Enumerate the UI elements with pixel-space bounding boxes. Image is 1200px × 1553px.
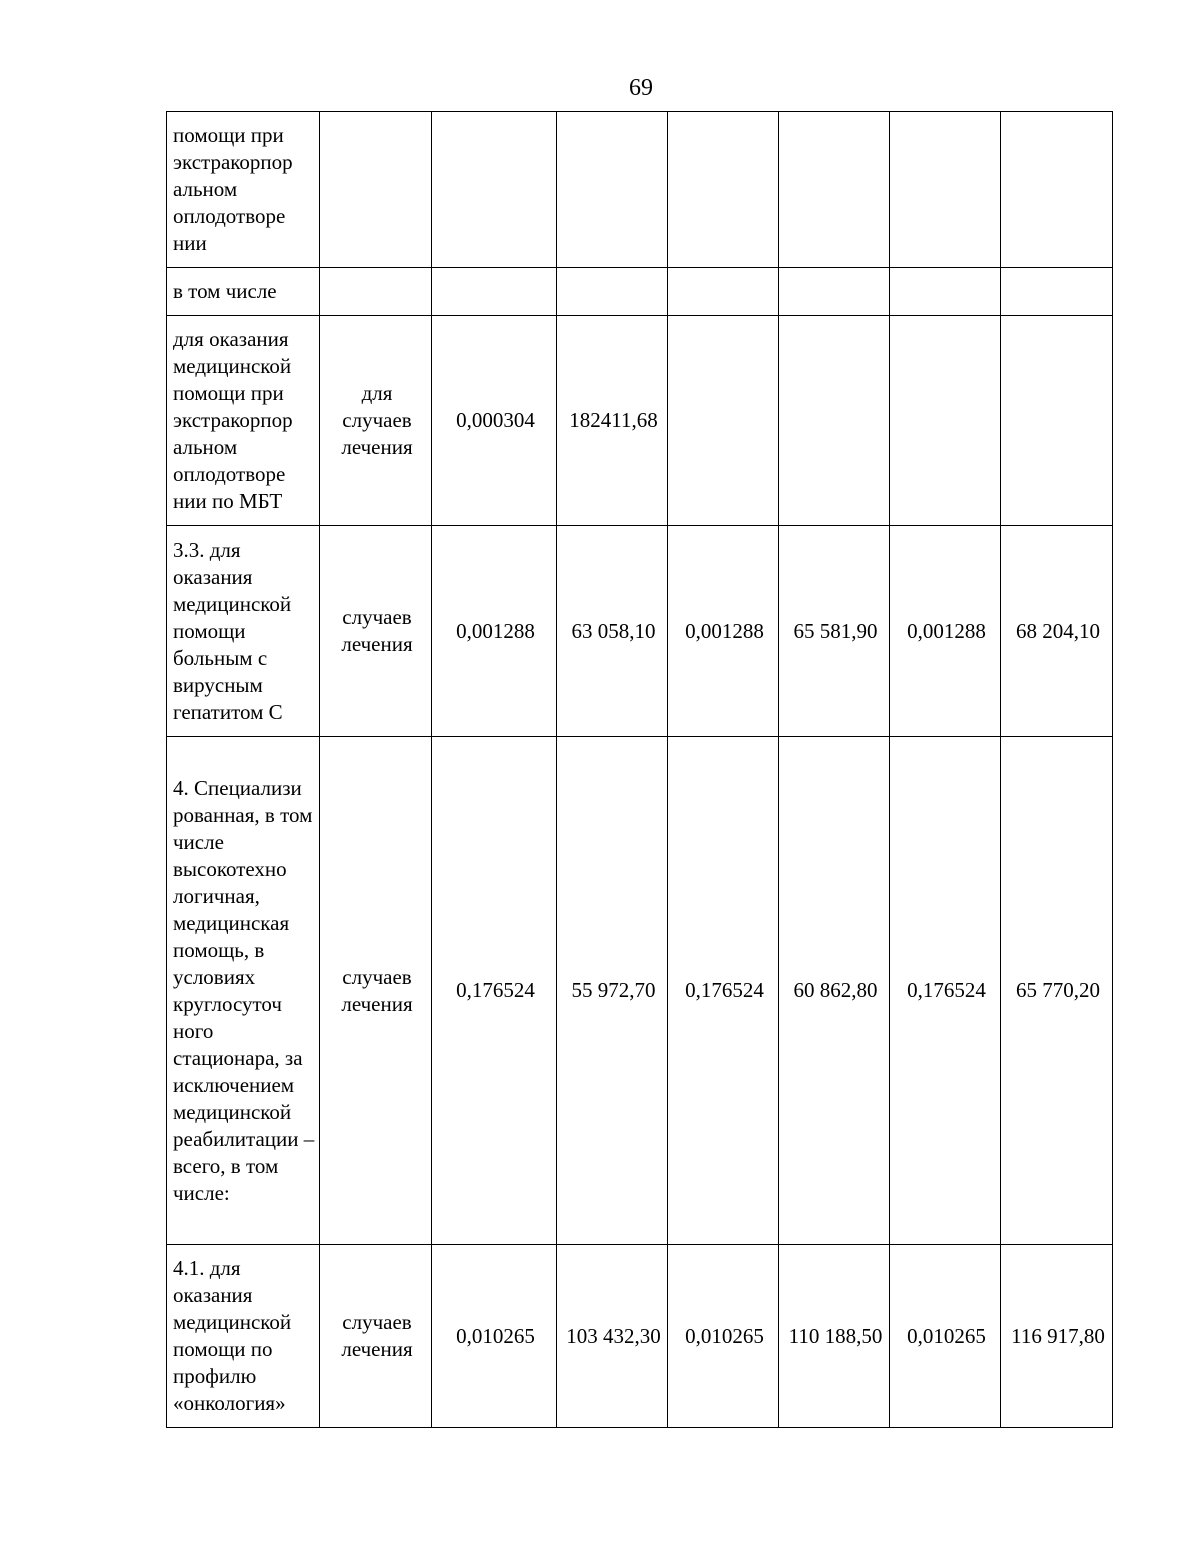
value-cell: 63 058,10 — [557, 526, 668, 737]
value-cell — [1001, 316, 1113, 526]
row-name: для оказания медицинской помощи при экстракорпор альном оплодотворе нии по МБТ — [173, 327, 293, 513]
value-cell — [668, 268, 779, 316]
value-cell — [432, 112, 557, 268]
row-name: 4.1. для оказания медицинской помощи по профилю «онкология» — [173, 1256, 292, 1415]
value-cell — [432, 268, 557, 316]
value-cell — [779, 112, 890, 268]
unit-cell: случаев лечения — [320, 526, 432, 737]
value-cell: 103 432,30 — [557, 1245, 668, 1428]
row-name-cell — [167, 1245, 320, 1428]
value-cell: 0,176524 — [668, 737, 779, 1245]
row-name-cell — [167, 268, 320, 316]
row-name: в том числе — [173, 279, 277, 303]
value-cell: 60 862,80 — [779, 737, 890, 1245]
row-name-cell — [167, 737, 320, 1245]
row-name-cell — [167, 112, 320, 268]
value-cell: 0,001288 — [432, 526, 557, 737]
value-cell: 0,010265 — [432, 1245, 557, 1428]
value-cell — [668, 316, 779, 526]
table-row — [167, 1245, 1113, 1428]
row-name: помощи при экстракорпор альном оплодотворе нии — [173, 123, 293, 255]
value-cell — [557, 112, 668, 268]
value-cell: 0,001288 — [890, 526, 1001, 737]
value-cell: 65 581,90 — [779, 526, 890, 737]
unit-cell: случаев лечения — [320, 1245, 432, 1428]
value-cell — [1001, 268, 1113, 316]
value-cell: 110 188,50 — [779, 1245, 890, 1428]
value-cell: 68 204,10 — [1001, 526, 1113, 737]
data-table — [166, 111, 1113, 1428]
value-cell — [890, 316, 1001, 526]
value-cell: 0,001288 — [668, 526, 779, 737]
value-cell: 0,176524 — [432, 737, 557, 1245]
value-cell — [890, 112, 1001, 268]
table-row — [167, 112, 1113, 268]
table-row — [167, 316, 1113, 526]
value-cell: 182411,68 — [557, 316, 668, 526]
row-name-cell — [167, 526, 320, 737]
value-cell: 0,010265 — [890, 1245, 1001, 1428]
value-cell: 65 770,20 — [1001, 737, 1113, 1245]
table-row — [167, 737, 1113, 1245]
value-cell: 0,010265 — [668, 1245, 779, 1428]
row-name: 4. Специализи рованная, в том числе высокотехно логичная, медицинская помощь, в условиях круглосуточ ного стационара, за исключением медицинской реабилитации – всего, в том числе: — [173, 775, 315, 1205]
value-cell — [779, 268, 890, 316]
value-cell — [779, 316, 890, 526]
table-row — [167, 526, 1113, 737]
value-cell: 0,176524 — [890, 737, 1001, 1245]
value-cell: 0,000304 — [432, 316, 557, 526]
row-name: 3.3. для оказания медицинской помощи больным с вирусным гепатитом С — [173, 537, 292, 724]
value-cell — [890, 268, 1001, 316]
unit-cell — [320, 268, 432, 316]
value-cell: 116 917,80 — [1001, 1245, 1113, 1428]
page-number: 69 — [629, 75, 653, 101]
value-cell — [668, 112, 779, 268]
unit-cell: для случаев лечения — [320, 316, 432, 526]
value-cell — [557, 268, 668, 316]
value-cell: 55 972,70 — [557, 737, 668, 1245]
unit-cell: случаев лечения — [320, 737, 432, 1245]
row-name-cell — [167, 316, 320, 526]
value-cell — [1001, 112, 1113, 268]
unit-cell — [320, 112, 432, 268]
table-row — [167, 268, 1113, 316]
